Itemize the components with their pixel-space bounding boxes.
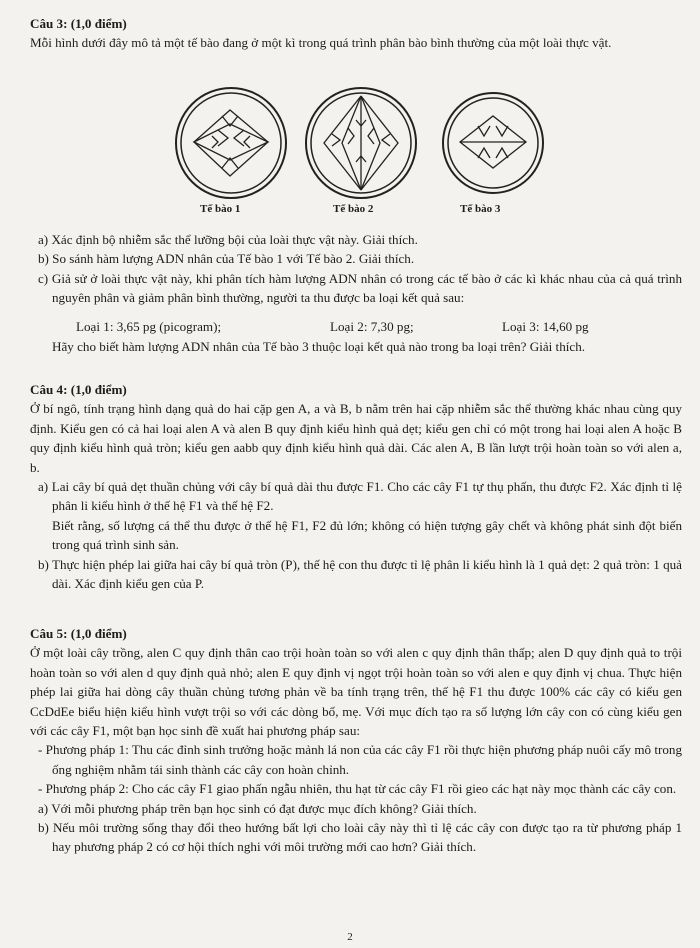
cell-1-figure: [172, 84, 290, 202]
result-type-1: Loại 1: 3,65 pg (picogram);: [76, 319, 222, 334]
question-4-part-a: a) Lai cây bí quả dẹt thuần chủng với cây bí quả dài thu được F1. Cho các cây F1 tự thụ phấn, thu được F2. Xác định tỉ lệ phân li kiểu hình ở thế hệ F1 và thế hệ F2.: [38, 479, 682, 514]
question-4: [30, 380, 682, 593]
question-4-part-b: b) Thực hiện phép lai giữa hai cây bí quả tròn (P), thế hệ con thu được tỉ lệ phân li kiểu hình là 1 quả dẹt: 2 quả tròn: 1 quả dài. Xác định kiểu gen của P.: [38, 556, 682, 592]
question-5-heading: [30, 624, 682, 643]
page-number: 2: [347, 931, 353, 943]
question-3-part-b: b) So sánh hàm lượng ADN nhân của Tế bào 1 với Tế bào 2. Giải thích.: [38, 251, 415, 267]
question-5-part-b: b) Nếu môi trường sống thay đổi theo hướng bất lợi cho loài cây này thì tỉ lệ các cây con được tạo ra từ phương pháp 1 hay phương pháp 2 có cơ hội thích nghi với môi trường mới cao hơn? Giải thích.: [38, 820, 682, 855]
question-3-heading: [30, 14, 682, 33]
question-3-intro: Mỗi hình dưới đây mô tả một tế bào đang ở một kì trong quá trình phân bào bình thường của một loài thực vật.: [30, 35, 612, 51]
question-4-heading: [30, 380, 682, 399]
question-4-points: (1,0 điểm): [70, 382, 127, 397]
question-5-intro: Ở một loài cây trồng, alen C quy định thân cao trội hoàn toàn so với alen c quy định thân thấp; alen D quy định quả to trội hoàn toàn so với alen d quy định quả nhỏ; alen E quy định vị ngọt trội hoàn toàn so với alen e quy định vị chua. Thực hiện phép lai giữa hai dòng cây thuần chủng tương phản về ba tính trạng trên, thế hệ F1 thu được 100% các cây có kiểu gen CcDdEe biểu hiện kiểu hình vượt trội so với các dòng bố, mẹ. Với mục đích tạo ra số lượng lớn cây con có cùng kiểu gen với các cây F1, một bạn học sinh đề xuất hai phương pháp sau:: [30, 645, 682, 739]
question-5-part-a: a) Với mỗi phương pháp trên bạn học sinh có đạt được mục đích không? Giải thích.: [38, 800, 477, 816]
question-4-title: Câu 4:: [30, 382, 68, 397]
question-4-part-a-note: Biết rằng, số lượng cá thể thu được ở thế hệ F1, F2 đủ lớn; không có hiện tượng gây chết và không phát sinh đột biến trong quá trình sinh sản.: [52, 517, 682, 553]
question-5-method-2: - Phương pháp 2: Cho các cây F1 giao phấn ngẫu nhiên, thu hạt từ các cây F1 rồi gieo các hạt này mọc thành các cây con.: [38, 781, 677, 797]
result-type-2: Loại 2: 7,30 pg;: [330, 319, 414, 334]
question-3-part-c-question: Hãy cho biết hàm lượng ADN nhân của Tế bào 3 thuộc loại kết quả nào trong ba loại trên? Giải thích.: [52, 339, 586, 354]
question-3-parts: [30, 230, 682, 308]
question-4-intro: Ở bí ngô, tính trạng hình dạng quả do hai cặp gen A, a và B, b nằm trên hai cặp nhiễm sắc thể thường khác nhau cùng quy định. Kiểu gen có cả hai loại alen A và alen B quy định kiểu hình quả dẹt; kiểu gen chỉ có một trong hai loại alen A hoặc B quy định kiểu hình quả tròn; kiểu gen aabb quy định kiểu hình quả dài. Các alen A, B lần lượt trội hoàn toàn so với alen a, b.: [30, 401, 682, 475]
question-3-part-a: a) Xác định bộ nhiễm sắc thể lưỡng bội của loài thực vật này. Giải thích.: [38, 232, 418, 247]
cell-3-figure: [434, 84, 552, 202]
question-5: [30, 624, 682, 857]
cell-3-label: Tế bào 3: [460, 203, 501, 215]
question-3: [30, 14, 682, 53]
question-3-part-c-question-block: [30, 337, 682, 356]
question-3-points: (1,0 điểm): [70, 16, 127, 31]
question-5-title: Câu 5:: [30, 626, 68, 641]
cell-2-figure: [302, 84, 420, 202]
question-3-part-c: c) Giả sử ở loài thực vật này, khi phân tích hàm lượng ADN nhân có trong các tế bào ở các kì khác nhau của cả quá trình nguyên phân và giảm phân bình thường, người ta thu được ba loại kết quả sau:: [38, 270, 682, 306]
question-3-title: Câu 3:: [30, 16, 68, 31]
cell-2-label: Tế bào 2: [333, 203, 374, 215]
question-5-method-1: - Phương pháp 1: Thu các đỉnh sinh trưởng hoặc mảnh lá non của các cây F1 rồi thực hiện phương pháp nuôi cấy mô trong ống nghiệm nhằm tái sinh thành các cây con hoàn chỉnh.: [38, 742, 682, 777]
cell-1-label: Tế bào 1: [200, 203, 241, 215]
question-5-points: (1,0 điểm): [70, 626, 127, 641]
result-type-3: Loại 3: 14,60 pg: [502, 319, 589, 334]
